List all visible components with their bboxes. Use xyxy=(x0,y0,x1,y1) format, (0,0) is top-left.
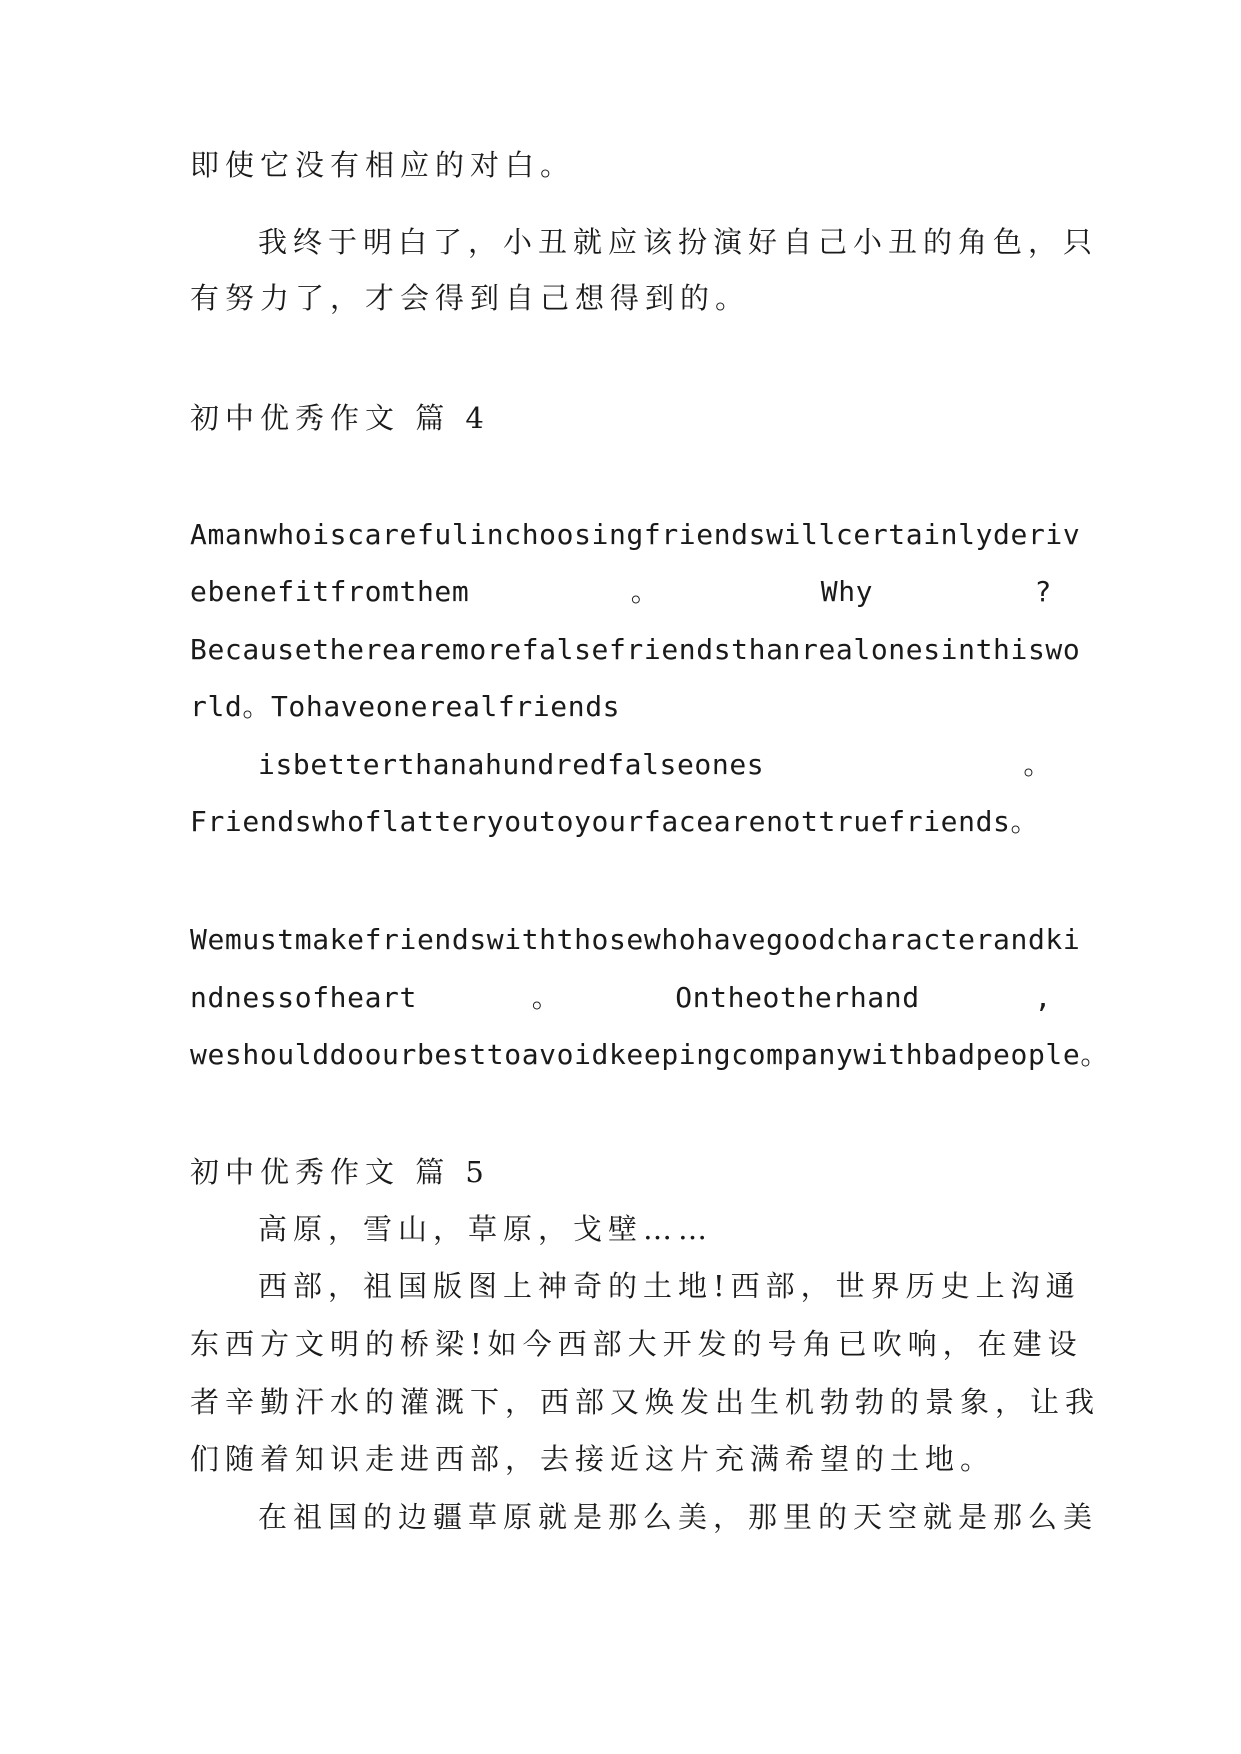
text-line: 者辛勤汗水的灌溉下，西部又焕发出生机勃勃的景象，让我 xyxy=(190,1385,1101,1419)
text-segment: Ontheotherhand xyxy=(675,981,920,1014)
text-line: 在祖国的边疆草原就是那么美，那里的天空就是那么美 xyxy=(258,1500,1099,1534)
text-line xyxy=(190,978,1052,1018)
text-segment: isbetterthanahundredfalseones xyxy=(258,748,765,781)
text-segment: ebenefitfromthem xyxy=(190,575,470,608)
text-segment: ndnessofheart xyxy=(190,981,417,1014)
text-line: 西部，祖国版图上神奇的土地!西部，世界历史上沟通 xyxy=(258,1269,1081,1303)
text-segment: Why xyxy=(820,575,874,608)
text-line: Wemustmakefriendswiththosewhohavegoodcharacterandki xyxy=(190,923,1081,956)
text-segment: 。 xyxy=(630,575,660,608)
text-line: 即使它没有相应的对白。 xyxy=(190,148,576,182)
text-line xyxy=(258,745,1052,785)
text-line: Becausetherearemorefalsefriendsthanrealonesinthiswo xyxy=(190,633,1081,666)
text-segment: 。 xyxy=(531,981,561,1014)
text-line: weshoulddoourbesttoavoidkeepingcompanywithbadpeople。 xyxy=(190,1038,1109,1071)
text-line: 我终于明白了，小丑就应该扮演好自己小丑的角色，只 xyxy=(258,225,1099,259)
text-line: 有努力了，才会得到自己想得到的。 xyxy=(190,281,751,315)
text-segment: ? xyxy=(1034,575,1052,608)
text-line xyxy=(190,572,1052,612)
text-line: 们随着知识走进西部，去接近这片充满希望的土地。 xyxy=(190,1442,996,1476)
text-line: Friendswhoflatteryoutoyourfacearenottruefriends。 xyxy=(190,805,1040,838)
text-line: rld。Tohaveonerealfriends xyxy=(190,690,621,723)
text-line: 高原，雪山，草原，戈壁…… xyxy=(258,1212,714,1246)
text-line: 东西方文明的桥梁!如今西部大开发的号角已吹响，在建设 xyxy=(190,1327,1083,1361)
text-segment: 。 xyxy=(1023,748,1052,781)
text-line: Amanwhoiscarefulinchoosingfriendswillcertainlyderiv xyxy=(190,518,1081,551)
text-segment: , xyxy=(1034,981,1052,1014)
section-heading: 初中优秀作文 篇 5 xyxy=(190,1155,490,1189)
section-heading: 初中优秀作文 篇 4 xyxy=(190,401,490,435)
